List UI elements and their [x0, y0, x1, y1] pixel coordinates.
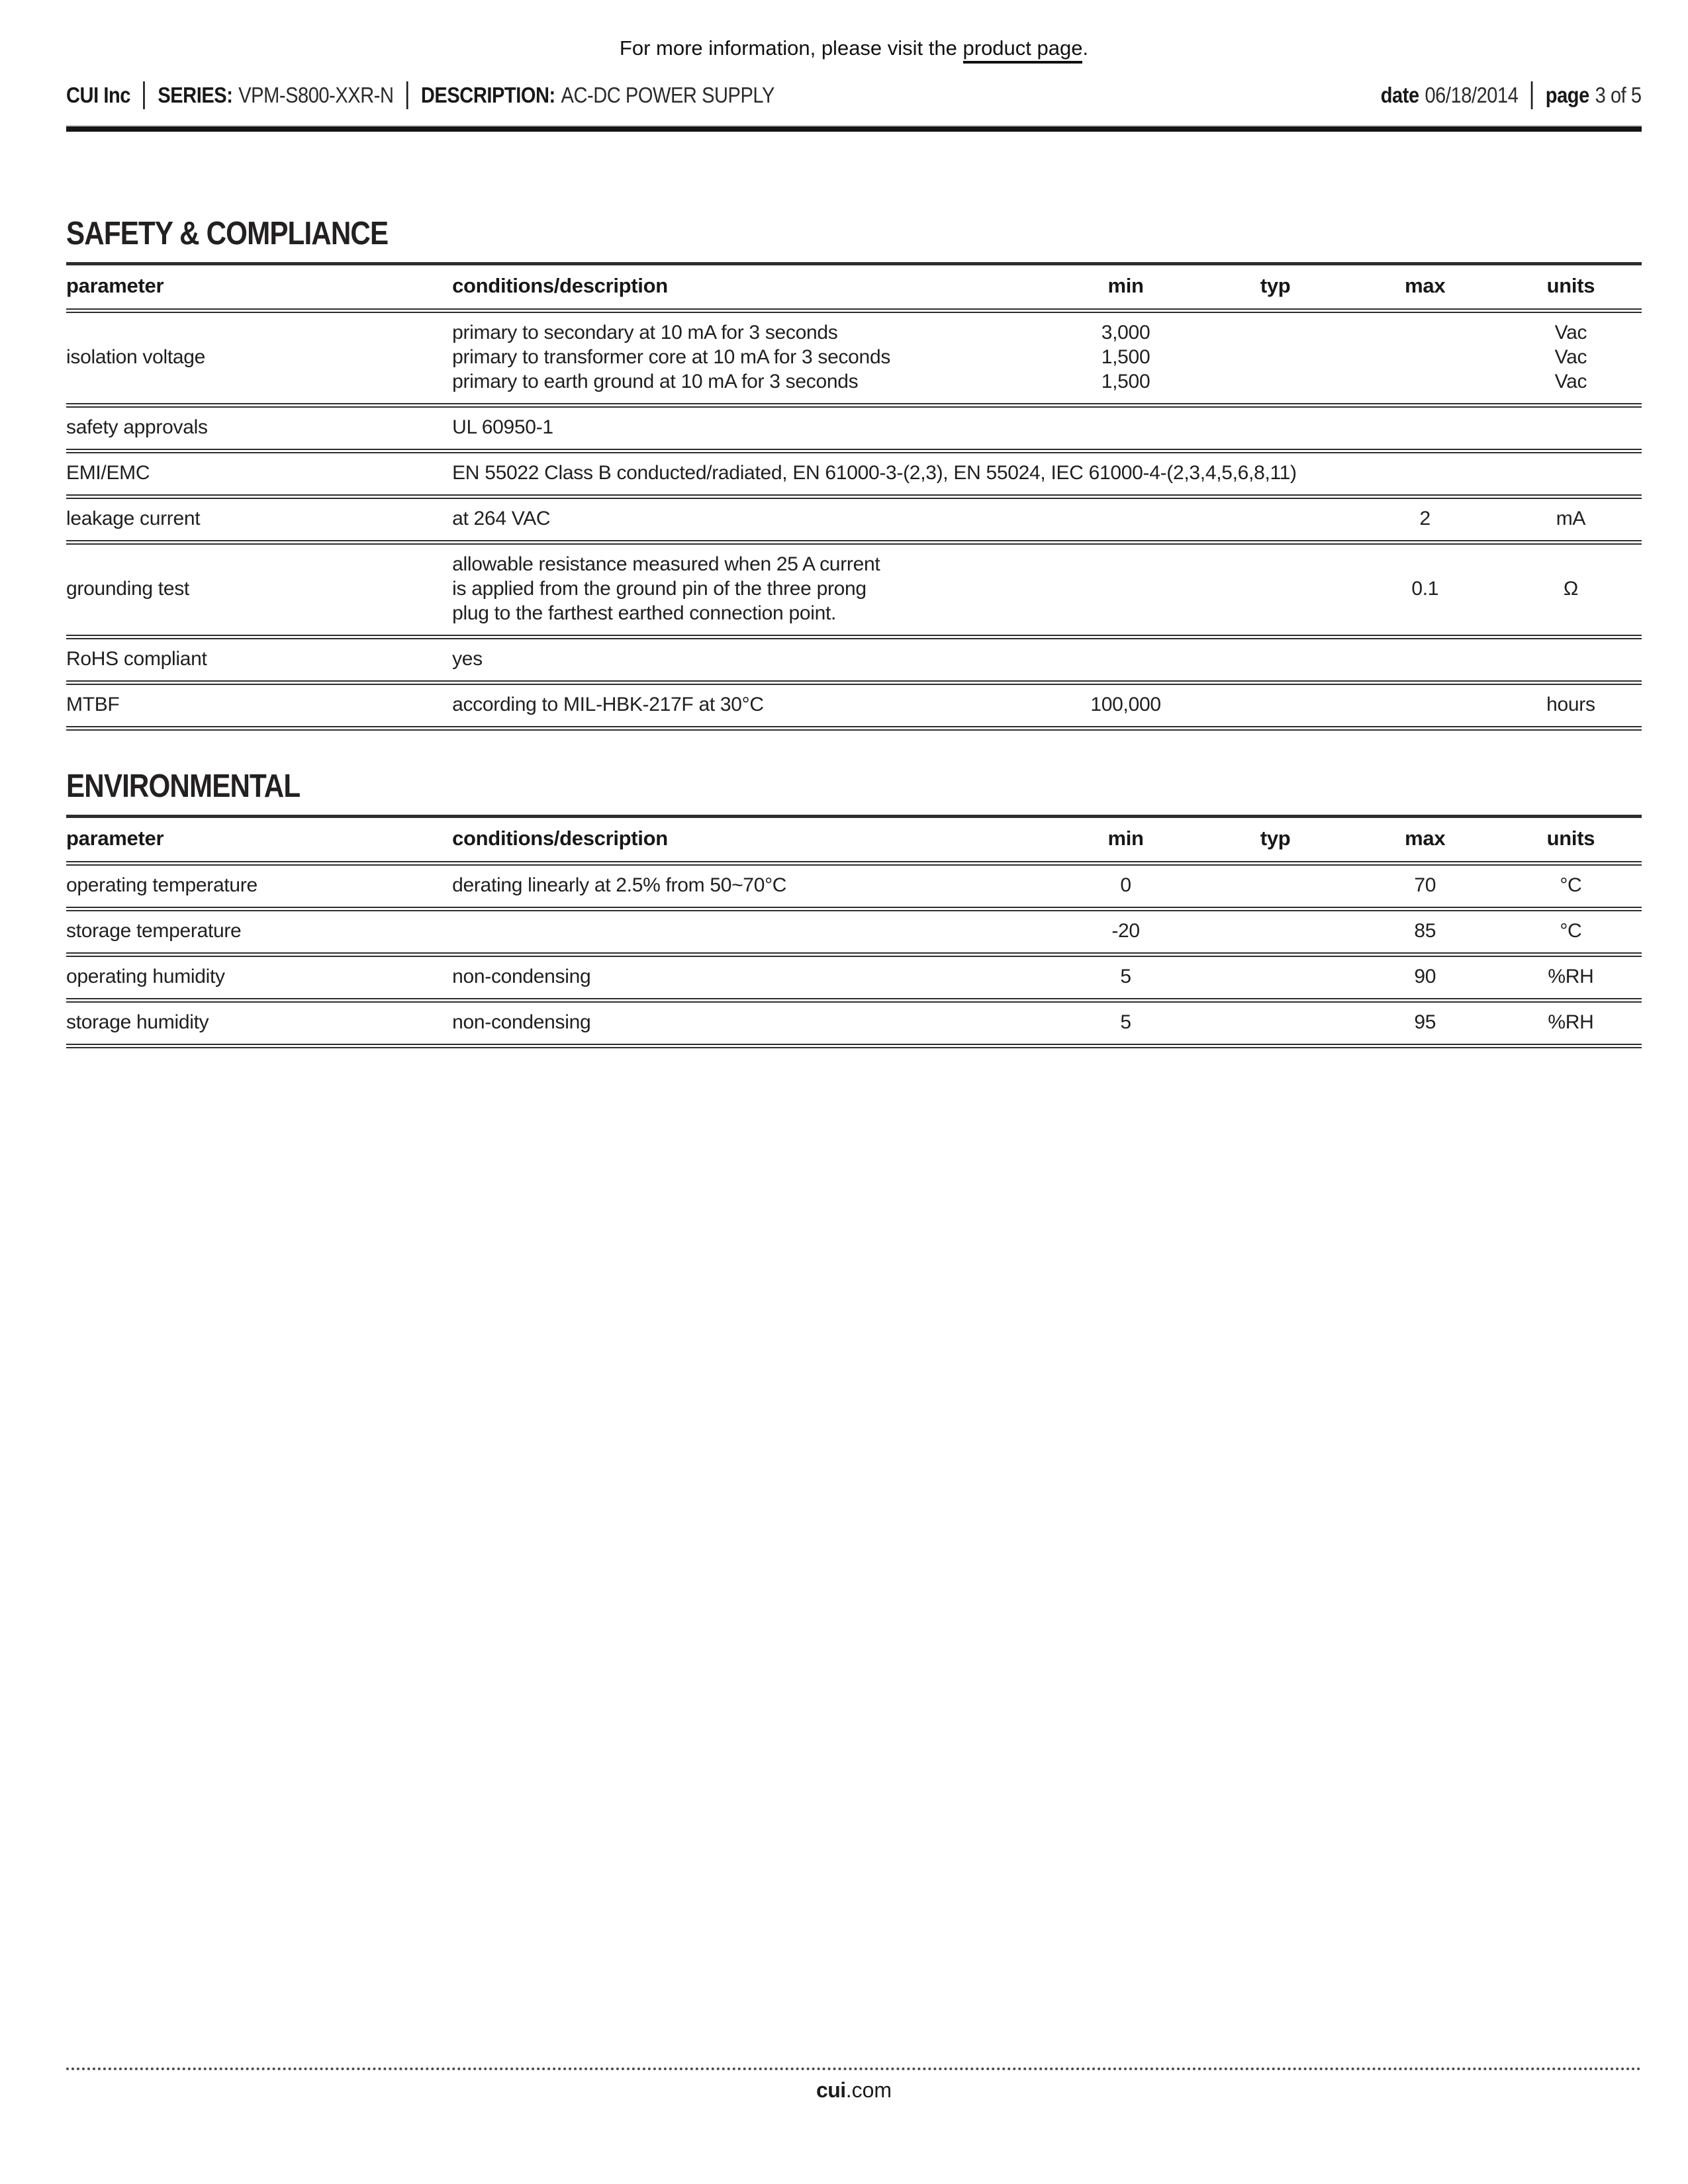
typ-cell — [1201, 497, 1350, 543]
max-cell — [1350, 311, 1500, 406]
desc-line: primary to earth ground at 10 mA for 3 seconds — [452, 371, 859, 392]
divider — [406, 81, 408, 109]
footer-domain — [66, 2078, 1642, 2103]
min-cell — [1051, 543, 1201, 637]
page-label: page — [1546, 83, 1590, 107]
param-cell: operating humidity — [66, 966, 225, 987]
series-value: VPM-S800-XXR-N — [238, 83, 394, 107]
description-label: DESCRIPTION: — [420, 83, 555, 107]
desc-line: is applied from the ground pin of the three prong — [452, 578, 867, 600]
divider — [143, 81, 145, 109]
section-title-safety: SAFETY & COMPLIANCE — [66, 216, 389, 251]
max-cell: 90 — [1414, 966, 1436, 987]
description-value: AC-DC POWER SUPPLY — [561, 83, 774, 107]
desc-cell: non-condensing — [452, 966, 591, 987]
desc-cell — [452, 909, 1051, 955]
units-cell: °C — [1560, 874, 1582, 896]
min-value: 1,500 — [1101, 346, 1150, 368]
page-footer — [66, 2068, 1642, 2103]
table-row-rohs — [66, 637, 1642, 683]
max-cell: 70 — [1414, 874, 1436, 896]
desc-cell — [452, 311, 1051, 406]
units-cell: mA — [1556, 508, 1586, 529]
info-note-period: . — [1082, 36, 1089, 60]
min-value: 3,000 — [1101, 322, 1150, 343]
units-cell: °C — [1560, 920, 1582, 942]
info-note-text: For more information, please visit the — [619, 36, 963, 60]
units-cell: %RH — [1548, 1011, 1594, 1033]
desc-cell: at 264 VAC — [452, 508, 551, 529]
table-row-storage-temperature — [66, 909, 1642, 955]
desc-cell: yes — [452, 648, 483, 670]
section-title-environmental: ENVIRONMENTAL — [66, 768, 301, 804]
desc-line: primary to transformer core at 10 mA for 3 seconds — [452, 346, 891, 368]
col-typ: typ — [1260, 827, 1291, 850]
col-parameter: parameter — [66, 827, 164, 850]
typ-cell — [1201, 543, 1350, 637]
min-cell — [1051, 497, 1201, 543]
desc-cell: non-condensing — [452, 1011, 591, 1033]
col-parameter: parameter — [66, 274, 164, 297]
table-row-operating-temperature — [66, 864, 1642, 909]
units-value: Vac — [1554, 346, 1587, 368]
table-row-storage-humidity — [66, 1001, 1642, 1046]
max-cell: 2 — [1419, 508, 1430, 529]
col-conditions: conditions/description — [452, 827, 668, 850]
header-meta-right — [1381, 81, 1642, 109]
col-min: min — [1107, 827, 1144, 850]
footer-domain-rest: .com — [845, 2078, 892, 2102]
desc-line: allowable resistance measured when 25 A current — [452, 553, 880, 575]
min-value: 1,500 — [1101, 371, 1150, 392]
table-row-operating-humidity — [66, 955, 1642, 1001]
min-cell — [1051, 311, 1201, 406]
header-meta-row — [66, 81, 1642, 109]
param-cell: EMI/EMC — [66, 462, 150, 484]
max-cell: 85 — [1414, 920, 1436, 942]
min-cell: 5 — [1120, 1011, 1131, 1033]
param-cell: storage humidity — [66, 1011, 209, 1033]
typ-cell — [1201, 1001, 1350, 1046]
desc-line: primary to secondary at 10 mA for 3 seconds — [452, 322, 838, 343]
max-cell: 95 — [1414, 1011, 1436, 1033]
header-rule — [66, 125, 1642, 132]
table-row-emi-emc — [66, 451, 1642, 497]
typ-cell — [1201, 311, 1350, 406]
max-cell — [1350, 683, 1500, 729]
max-cell: 0.1 — [1411, 578, 1439, 600]
info-note — [66, 0, 1642, 60]
col-max: max — [1405, 827, 1446, 850]
col-units: units — [1546, 274, 1595, 297]
typ-cell — [1201, 683, 1350, 729]
col-conditions: conditions/description — [452, 274, 668, 297]
typ-cell — [1201, 909, 1350, 955]
min-cell: 0 — [1120, 874, 1131, 896]
param-cell: MTBF — [66, 694, 120, 715]
units-cell: %RH — [1548, 966, 1594, 987]
typ-cell — [1201, 864, 1350, 909]
table-row-leakage-current — [66, 497, 1642, 543]
date-value: 06/18/2014 — [1425, 83, 1519, 107]
units-cell: hours — [1546, 694, 1595, 715]
param-cell: leakage current — [66, 508, 201, 529]
safety-compliance-table — [66, 262, 1642, 731]
param-cell: isolation voltage — [66, 346, 206, 368]
param-cell: grounding test — [66, 578, 189, 600]
col-max: max — [1405, 274, 1446, 297]
param-cell: safety approvals — [66, 416, 208, 438]
desc-cell: UL 60950-1 — [452, 416, 553, 438]
min-cell: -20 — [1111, 920, 1140, 942]
units-value: Vac — [1554, 371, 1587, 392]
date-label: date — [1381, 83, 1420, 107]
desc-cell — [452, 543, 1051, 637]
typ-cell — [1201, 955, 1350, 1001]
table-row-safety-approvals — [66, 406, 1642, 451]
divider — [1531, 81, 1533, 109]
table-header-row — [66, 817, 1642, 864]
table-row-mtbf — [66, 683, 1642, 729]
col-min: min — [1107, 274, 1144, 297]
company-name: CUI Inc — [66, 83, 130, 107]
param-cell: storage temperature — [66, 920, 242, 942]
desc-line: plug to the farthest earthed connection point. — [452, 602, 837, 624]
units-cell: Ω — [1563, 578, 1578, 600]
desc-cell: EN 55022 Class B conducted/radiated, EN 61000-3-(2,3), EN 55024, IEC 61000-4-(2,3,4,5,6,8,11) — [452, 462, 1297, 484]
units-cell — [1500, 311, 1642, 406]
min-cell: 100,000 — [1090, 694, 1161, 715]
table-header-row — [66, 264, 1642, 311]
page-number: 3 of 5 — [1595, 83, 1642, 107]
units-value: Vac — [1554, 322, 1587, 343]
header-meta-left — [66, 81, 774, 109]
environmental-table — [66, 815, 1642, 1048]
desc-cell: derating linearly at 2.5% from 50~70°C — [452, 874, 787, 896]
col-typ: typ — [1260, 274, 1291, 297]
table-row-grounding-test — [66, 543, 1642, 637]
desc-cell: according to MIL-HBK-217F at 30°C — [452, 694, 764, 715]
footer-domain-bold: cui — [816, 2078, 846, 2102]
param-cell: operating temperature — [66, 874, 258, 896]
table-row-isolation-voltage — [66, 311, 1642, 406]
param-cell: RoHS compliant — [66, 648, 207, 670]
col-units: units — [1546, 827, 1595, 850]
footer-rule — [66, 2068, 1642, 2070]
product-page-link[interactable]: product page — [963, 36, 1083, 64]
series-label: SERIES: — [158, 83, 233, 107]
min-cell: 5 — [1120, 966, 1131, 987]
